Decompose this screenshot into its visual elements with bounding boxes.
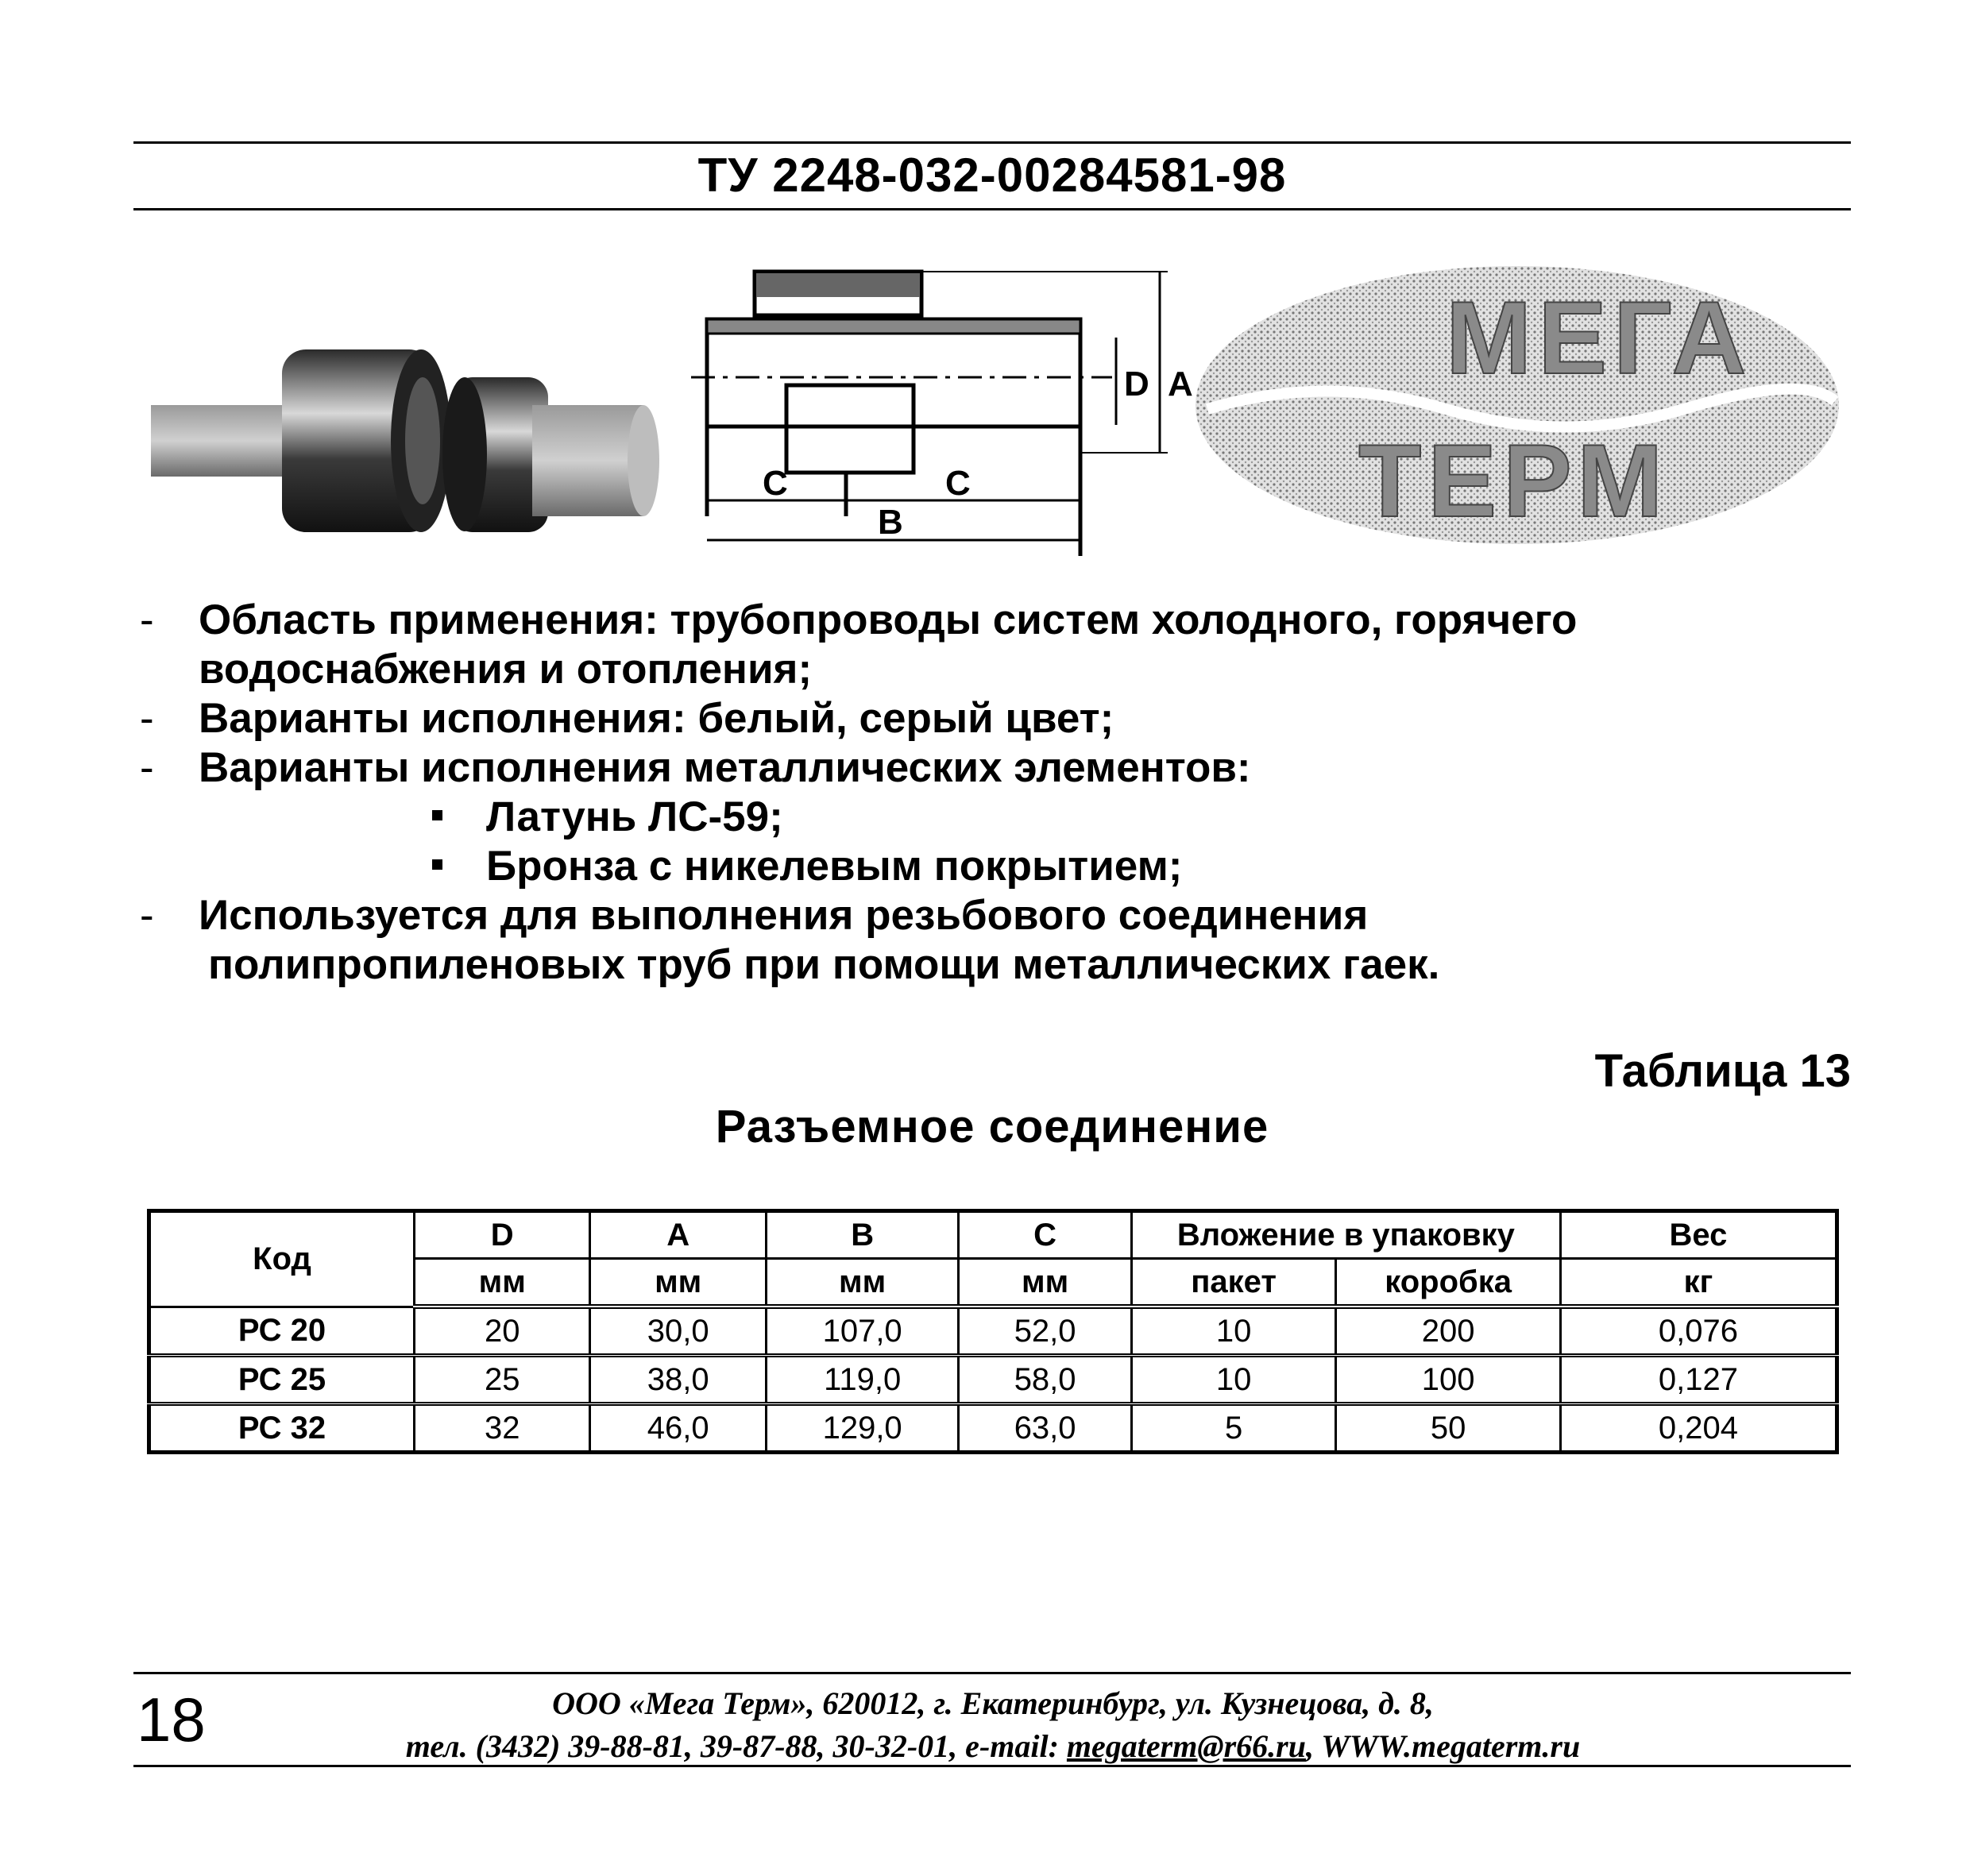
- cell-weight: 0,204: [1560, 1404, 1837, 1453]
- footer-email-link[interactable]: megaterm@r66.ru: [1066, 1728, 1306, 1764]
- table-row: [149, 1356, 1837, 1404]
- logo-text-bottom: ТЕРМ: [1358, 423, 1670, 538]
- sub-list-item: [135, 793, 1867, 842]
- table-row: [149, 1404, 1837, 1453]
- page-number: 18: [137, 1685, 206, 1754]
- unit-c: мм: [959, 1259, 1131, 1307]
- footer-contacts: [286, 1682, 1700, 1768]
- cell-b: 107,0: [766, 1307, 958, 1356]
- list-item-continuation: полипропиленовых труб при помощи металлических гаек.: [208, 941, 1440, 988]
- header-pack: Вложение в упаковку: [1131, 1211, 1560, 1259]
- square-bullet-icon: [432, 810, 442, 820]
- header-a: A: [590, 1211, 766, 1259]
- cell-packet: 10: [1131, 1307, 1335, 1356]
- pipe-end-right: [628, 405, 659, 516]
- dim-label-c-right: C: [945, 464, 971, 503]
- list-item: [135, 743, 1867, 793]
- dim-label-b: B: [878, 503, 903, 542]
- schematic-outer-body: [707, 319, 1080, 427]
- pipe-stub-left: [151, 405, 302, 477]
- footer-phones: тел. (3432) 39-88-81, 39-87-88, 30-32-01, e-mail:: [405, 1728, 1067, 1764]
- header-d: D: [415, 1211, 590, 1259]
- unit-box: коробка: [1336, 1259, 1561, 1307]
- footer-rule-bottom: [133, 1765, 1851, 1767]
- cell-c: 52,0: [959, 1307, 1131, 1356]
- unit-packet: пакет: [1131, 1259, 1335, 1307]
- dim-label-a: A: [1168, 365, 1193, 403]
- list-dash: -: [140, 892, 154, 939]
- cell-d: 20: [415, 1307, 590, 1356]
- cell-box: 200: [1336, 1307, 1561, 1356]
- nut-face-right: [442, 377, 487, 531]
- cell-weight: 0,127: [1560, 1356, 1837, 1404]
- cell-code: РС 32: [149, 1404, 415, 1453]
- unit-d: мм: [415, 1259, 590, 1307]
- feature-list: [135, 596, 1867, 990]
- list-item-text: Варианты исполнения металлических элементов:: [199, 744, 1251, 791]
- footer-line-contacts: [286, 1725, 1700, 1768]
- unit-a: мм: [590, 1259, 766, 1307]
- unit-b: мм: [766, 1259, 958, 1307]
- schematic-inner-insert: [786, 385, 914, 473]
- cell-b: 129,0: [766, 1404, 958, 1453]
- header-code: Код: [149, 1211, 415, 1307]
- unit-weight: кг: [1560, 1259, 1837, 1307]
- list-item-text: Используется для выполнения резьбового соединения: [199, 892, 1369, 939]
- table-number: Таблица 13: [1594, 1045, 1851, 1097]
- table-header-row: [149, 1211, 1837, 1259]
- cell-a: 46,0: [590, 1404, 766, 1453]
- cell-box: 50: [1336, 1404, 1561, 1453]
- header-c: C: [959, 1211, 1131, 1259]
- cell-c: 63,0: [959, 1404, 1131, 1453]
- figure-row: [143, 254, 1851, 572]
- list-item-text: Варианты исполнения: белый, серый цвет;: [199, 695, 1114, 742]
- footer-line-address: ООО «Мега Терм», 620012, г. Екатеринбург, ул. Кузнецова, д. 8,: [552, 1685, 1434, 1721]
- nut-bore-left: [405, 377, 440, 504]
- cell-code: РС 25: [149, 1356, 415, 1404]
- cell-packet: 10: [1131, 1356, 1335, 1404]
- footer-rule-top: [133, 1672, 1851, 1674]
- cell-box: 100: [1336, 1356, 1561, 1404]
- sub-list-item-text: Латунь ЛС-59;: [486, 793, 783, 840]
- list-dash: -: [140, 744, 154, 791]
- dim-label-c-left: C: [763, 464, 788, 503]
- cell-code: РС 20: [149, 1307, 415, 1356]
- list-item-continuation: водоснабжения и отопления;: [199, 646, 813, 693]
- pipe-stub-right: [532, 405, 643, 516]
- cell-a: 38,0: [590, 1356, 766, 1404]
- cell-d: 32: [415, 1404, 590, 1453]
- schematic-hatch-wall: [707, 319, 1080, 334]
- list-item: [135, 694, 1867, 743]
- list-dash: -: [140, 695, 154, 742]
- footer-website[interactable]: , WWW.megaterm.ru: [1306, 1728, 1581, 1764]
- cell-a: 30,0: [590, 1307, 766, 1356]
- cell-c: 58,0: [959, 1356, 1131, 1404]
- list-item: [135, 596, 1867, 645]
- logo-text-top: МЕГА: [1446, 280, 1753, 396]
- cell-d: 25: [415, 1356, 590, 1404]
- product-photo: [143, 278, 667, 548]
- sub-list-item: [135, 842, 1867, 891]
- cell-weight: 0,076: [1560, 1307, 1837, 1356]
- schematic-hatch-nut: [756, 273, 920, 297]
- list-item: [135, 891, 1867, 940]
- dim-label-d: D: [1124, 365, 1149, 403]
- spec-table: [147, 1209, 1839, 1454]
- header-weight: Вес: [1560, 1211, 1837, 1259]
- cell-packet: 5: [1131, 1404, 1335, 1453]
- header-b: B: [766, 1211, 958, 1259]
- document-code: ТУ 2248-032-00284581-98: [697, 149, 1287, 202]
- header-rule-bottom: [133, 208, 1851, 210]
- table-row: [149, 1307, 1837, 1356]
- table-title: Разъемное соединение: [715, 1101, 1269, 1152]
- cell-b: 119,0: [766, 1356, 958, 1404]
- list-dash: -: [140, 596, 154, 643]
- sub-list-item-text: Бронза с никелевым покрытием;: [486, 843, 1183, 890]
- company-logo: [1184, 254, 1851, 556]
- square-bullet-icon: [432, 859, 442, 870]
- header-rule-top: [133, 141, 1851, 144]
- list-item-text: Область применения: трубопроводы систем холодного, горячего: [199, 596, 1578, 643]
